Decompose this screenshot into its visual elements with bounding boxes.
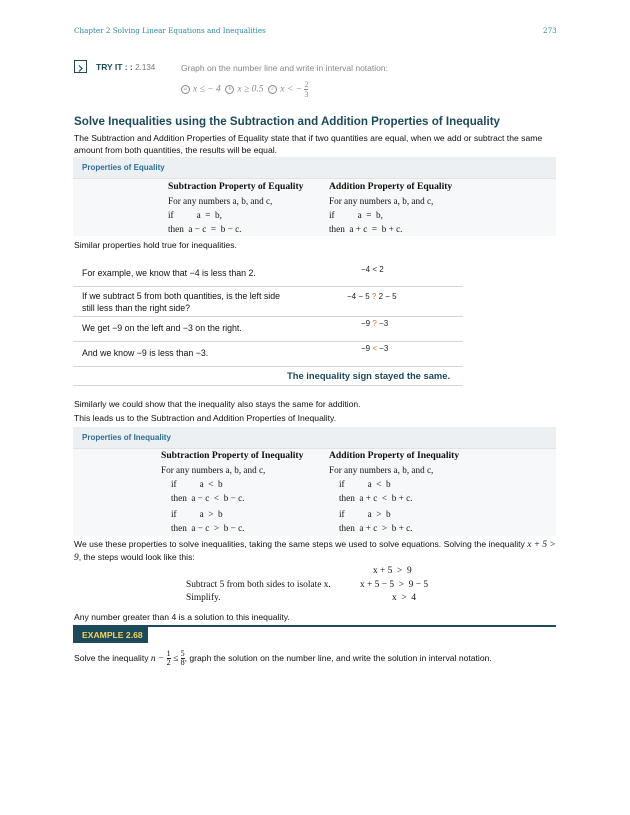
subtraction-inequality-title: Subtraction Property of Inequality	[161, 450, 304, 461]
table-row-3-math: −9 ? −3	[361, 319, 389, 328]
step-1-label: Subtract 5 from both sides to isolate x.	[186, 580, 331, 590]
eq-sub-row: For any numbers a, b, and c,	[168, 196, 273, 206]
table-divider	[73, 385, 463, 386]
similar-text: Similar properties hold true for inequalities.	[74, 240, 237, 250]
subtraction-inequality-column	[161, 449, 303, 535]
part-b-expr: x ≥ 0.5	[237, 84, 264, 95]
section-intro: The Subtraction and Addition Properties of Equality state that if two quantities are equal, when we add or subtract the same amount from both quantities, the results will be equal.	[74, 133, 543, 155]
step-2-label: Simplify.	[186, 593, 221, 603]
step-1-math: x + 5 − 5 > 9 − 5	[360, 580, 429, 590]
less-than-sign: <	[372, 344, 378, 353]
subtraction-equality-column	[168, 180, 303, 236]
addition-equality-title: Addition Property of Equality	[329, 181, 453, 192]
table-row-1-text: For example, we know that −4 is less than 2.	[82, 268, 256, 278]
inequality-box-title: Properties of Inequality	[73, 427, 556, 449]
inequality-properties-box	[73, 427, 556, 536]
table-divider	[73, 316, 463, 317]
eq-sub-row: if a = b,	[168, 210, 222, 220]
table-conclusion: The inequality sign stayed the same.	[287, 370, 451, 381]
try-it-chevron-icon[interactable]	[74, 60, 87, 73]
addition-inequality-column	[329, 449, 459, 535]
page-number: 273	[543, 26, 557, 35]
ineq-add-row: then a + c > b + c.	[339, 523, 413, 533]
part-a-icon: a	[181, 85, 190, 94]
ineq-sub-row: then a − c > b − c.	[171, 523, 245, 533]
equality-box-title: Properties of Equality	[73, 157, 556, 179]
part-c-fraction: $\frac{2}{3}$	[304, 80, 309, 99]
eq-add-row: if a = b,	[329, 210, 383, 220]
ineq-add-row: For any numbers a, b, and c,	[329, 465, 434, 475]
fraction-five-eighths: $\frac{5}{8}$	[180, 648, 185, 668]
eq-add-row: For any numbers a, b, and c,	[329, 196, 434, 206]
try-it-number: 2.134	[135, 63, 156, 72]
table-row-3-text: We get −9 on the left and −3 on the right.	[82, 323, 242, 333]
addition-text: Similarly we could show that the inequality also stays the same for addition.	[74, 399, 361, 409]
ineq-sub-row: For any numbers a, b, and c,	[161, 465, 266, 475]
fraction-one-half: $\frac{1}{2}$	[166, 648, 171, 668]
table-row-2-math: −4 − 5 ? 2 − 5	[347, 292, 397, 301]
use-properties-text: We use these properties to solve inequalities, taking the same steps we used to solve equations. Solving the inequality x + 5 > 9, the steps would look like this:	[74, 539, 556, 563]
addition-inequality-title: Addition Property of Inequality	[329, 450, 460, 461]
chapter-header: Chapter 2 Solving Linear Equations and Inequalities	[74, 26, 266, 35]
part-c-expr: x < −	[280, 84, 303, 95]
subtraction-equality-title: Subtraction Property of Equality	[168, 181, 304, 192]
table-row-4-text: And we know −9 is less than −3.	[82, 348, 209, 358]
try-it-parts	[181, 80, 308, 99]
part-c-icon: c	[268, 85, 277, 94]
example-label: EXAMPLE 2.68	[73, 627, 148, 643]
try-it-label	[96, 62, 155, 72]
table-row-2-text: If we subtract 5 from both quantities, is the left side still less than the right side?	[82, 291, 281, 313]
steps-line-0: x + 5 > 9	[373, 566, 412, 576]
ineq-add-row: if a > b	[339, 509, 391, 519]
leads-text: This leads us to the Subtraction and Addition Properties of Inequality.	[74, 413, 337, 423]
equality-properties-box	[73, 157, 556, 236]
table-divider	[73, 366, 463, 367]
part-a-expr: x ≤ − 4	[193, 84, 221, 95]
ineq-add-row: if a < b	[339, 479, 391, 489]
addition-equality-column	[329, 180, 452, 236]
eq-sub-row: then a − c = b − c.	[168, 224, 242, 234]
ineq-add-row: then a + c < b + c.	[339, 493, 413, 503]
ineq-sub-row: if a < b	[171, 479, 223, 489]
try-it-instruction: Graph on the number line and write in interval notation:	[181, 63, 388, 73]
step-2-math: x > 4	[392, 593, 417, 603]
table-row-1-math: −4 < 2	[361, 265, 384, 274]
any-number-text: Any number greater than 4 is a solution to this inequality.	[74, 612, 290, 622]
ineq-sub-row: then a − c < b − c.	[171, 493, 245, 503]
question-mark: ?	[372, 319, 377, 328]
try-it-text: TRY IT : :	[96, 62, 133, 72]
eq-add-row: then a + c = b + c.	[329, 224, 403, 234]
table-row-4-math: −9 < −3	[361, 344, 389, 353]
table-divider	[73, 341, 463, 342]
inline-inequality: x + 5 > 9	[74, 540, 556, 563]
ineq-sub-row: if a > b	[171, 509, 223, 519]
question-mark: ?	[371, 292, 377, 301]
table-divider	[73, 286, 463, 287]
part-b-icon: b	[225, 85, 234, 94]
section-title: Solve Inequalities using the Subtraction and Addition Properties of Inequality	[74, 115, 501, 128]
example-text: Solve the inequality n − $\frac{1}{2}$ ≤ $\frac{5}{8}$ , graph the solution on the number line, and write the solution in interval notation.	[74, 648, 492, 668]
